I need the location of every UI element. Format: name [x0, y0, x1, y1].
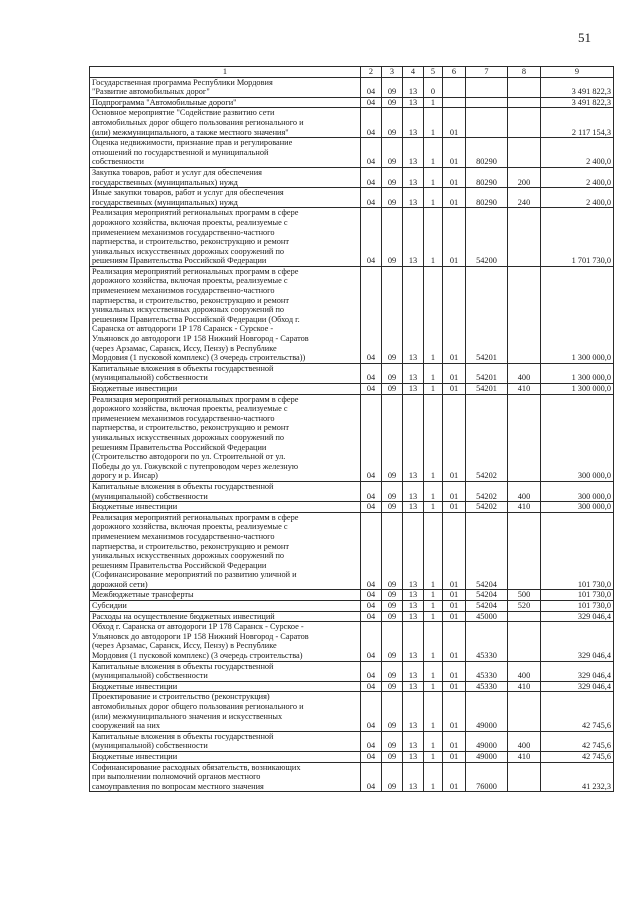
code-cell: 04 [361, 622, 382, 661]
code-cell: 01 [443, 138, 466, 168]
code-cell: 80290 [466, 167, 508, 187]
name-cell: Бюджетные инвестиции [90, 502, 361, 513]
name-cell: Проектирование и строительство (реконструкция) автомобильных дорог общего пользования регионального и (или) межмуниципального значения и искусственных сооружений на них [90, 692, 361, 731]
code-cell: 09 [382, 138, 403, 168]
header-cell: 8 [508, 67, 541, 78]
code-cell: 04 [361, 731, 382, 751]
header-cell: 6 [443, 67, 466, 78]
table-row [90, 502, 614, 513]
name-cell: Реализация мероприятий региональных программ в сфере дорожного хозяйства, включая проекты, реализуемые с применением механизмов государственно-частного партнерства, и строительство, реконструкцию и ремонт уникальных искусственных дорожных сооружений по решениям Правительства Российской Федерации (Строительство автодороги по ул. Строительной от ул. Победы до ул. Гожувской с путепроводом через железную дорогу и р. Инсар) [90, 394, 361, 481]
code-cell: 400 [508, 481, 541, 501]
code-cell: 04 [361, 77, 382, 97]
code-cell: 400 [508, 661, 541, 681]
code-cell [508, 622, 541, 661]
table-row [90, 208, 614, 267]
code-cell: 09 [382, 167, 403, 187]
code-cell: 400 [508, 731, 541, 751]
code-cell: 01 [443, 731, 466, 751]
table-row [90, 512, 614, 590]
table-row [90, 384, 614, 395]
code-cell: 04 [361, 108, 382, 138]
code-cell: 1 [424, 97, 443, 108]
amount-cell: 1 300 000,0 [541, 363, 614, 383]
amount-cell: 1 701 730,0 [541, 208, 614, 267]
code-cell: 13 [403, 622, 424, 661]
amount-cell: 101 730,0 [541, 590, 614, 601]
amount-cell: 300 000,0 [541, 481, 614, 501]
header-cell: 4 [403, 67, 424, 78]
code-cell: 49000 [466, 751, 508, 762]
budget-table [89, 66, 614, 792]
code-cell: 13 [403, 481, 424, 501]
code-cell: 09 [382, 208, 403, 267]
code-cell: 13 [403, 384, 424, 395]
code-cell: 1 [424, 384, 443, 395]
code-cell [508, 611, 541, 622]
code-cell: 13 [403, 394, 424, 481]
code-cell: 04 [361, 692, 382, 731]
code-cell: 80290 [466, 188, 508, 208]
code-cell: 04 [361, 502, 382, 513]
code-cell: 04 [361, 384, 382, 395]
name-cell: Капитальные вложения в объекты государственной (муниципальной) собственности [90, 363, 361, 383]
code-cell: 1 [424, 481, 443, 501]
table-body [90, 77, 614, 792]
code-cell: 01 [443, 512, 466, 590]
table-row [90, 108, 614, 138]
code-cell: 09 [382, 681, 403, 692]
code-cell: 45330 [466, 622, 508, 661]
code-cell: 04 [361, 188, 382, 208]
code-cell: 01 [443, 762, 466, 792]
amount-cell: 2 117 154,3 [541, 108, 614, 138]
code-cell: 13 [403, 751, 424, 762]
code-cell [508, 394, 541, 481]
name-cell: Основное мероприятие "Содействие развитию сети автомобильных дорог общего пользования регионального и (или) межмуниципального, а также местного значения" [90, 108, 361, 138]
code-cell: 1 [424, 266, 443, 363]
code-cell: 0 [424, 77, 443, 97]
code-cell: 09 [382, 611, 403, 622]
code-cell: 09 [382, 692, 403, 731]
code-cell: 410 [508, 384, 541, 395]
amount-cell: 1 300 000,0 [541, 266, 614, 363]
code-cell: 01 [443, 384, 466, 395]
code-cell: 1 [424, 590, 443, 601]
name-cell: Иные закупки товаров, работ и услуг для обеспечения государственных (муниципальных) нужд [90, 188, 361, 208]
code-cell: 13 [403, 167, 424, 187]
table-row [90, 363, 614, 383]
code-cell: 1 [424, 762, 443, 792]
code-cell: 04 [361, 363, 382, 383]
code-cell: 04 [361, 138, 382, 168]
code-cell: 54202 [466, 502, 508, 513]
table-row [90, 481, 614, 501]
header-row [90, 67, 614, 78]
code-cell: 13 [403, 188, 424, 208]
code-cell: 04 [361, 167, 382, 187]
table-row [90, 762, 614, 792]
page-number: 51 [578, 30, 591, 45]
table-row [90, 622, 614, 661]
header-cell: 3 [382, 67, 403, 78]
code-cell: 04 [361, 208, 382, 267]
code-cell: 54201 [466, 363, 508, 383]
code-cell: 04 [361, 611, 382, 622]
code-cell: 1 [424, 681, 443, 692]
code-cell: 09 [382, 601, 403, 612]
name-cell: Бюджетные инвестиции [90, 751, 361, 762]
name-cell: Субсидии [90, 601, 361, 612]
code-cell: 04 [361, 481, 382, 501]
amount-cell: 42 745,6 [541, 731, 614, 751]
code-cell: 09 [382, 384, 403, 395]
code-cell: 09 [382, 97, 403, 108]
code-cell: 410 [508, 502, 541, 513]
amount-cell: 3 491 822,3 [541, 77, 614, 97]
amount-cell: 2 400,0 [541, 188, 614, 208]
code-cell: 54201 [466, 384, 508, 395]
name-cell: Закупка товаров, работ и услуг для обеспечения государственных (муниципальных) нужд [90, 167, 361, 187]
name-cell: Государственная программа Республики Мордовия "Развитие автомобильных дорог" [90, 77, 361, 97]
code-cell: 49000 [466, 692, 508, 731]
table-row [90, 394, 614, 481]
name-cell: Реализация мероприятий региональных программ в сфере дорожного хозяйства, включая проекты, реализуемые с применением механизмов государственно-частного партнерства, и строительство, реконструкцию и ремонт уникальных искусственных дорожных сооружений по решениям Правительства Российской Федерации [90, 208, 361, 267]
code-cell: 240 [508, 188, 541, 208]
code-cell: 01 [443, 108, 466, 138]
amount-cell: 300 000,0 [541, 502, 614, 513]
table-row [90, 731, 614, 751]
amount-cell: 329 046,4 [541, 611, 614, 622]
table-row [90, 138, 614, 168]
name-cell: Софинансирование расходных обязательств, возникающих при выполнении полномочий органов местного самоуправления по вопросам местного значения [90, 762, 361, 792]
amount-cell: 329 046,4 [541, 681, 614, 692]
code-cell: 1 [424, 208, 443, 267]
code-cell: 45330 [466, 681, 508, 692]
header-cell: 2 [361, 67, 382, 78]
code-cell: 01 [443, 661, 466, 681]
code-cell: 76000 [466, 762, 508, 792]
table-row [90, 601, 614, 612]
name-cell: Реализация мероприятий региональных программ в сфере дорожного хозяйства, включая проекты, реализуемые с применением механизмов государственно-частного партнерства, и строительство, реконструкцию и ремонт уникальных искусственных дорожных сооружений по решениям Правительства Российской Федерации (Софинансирование мероприятий по развитию уличной и дорожной сети) [90, 512, 361, 590]
code-cell [466, 77, 508, 97]
code-cell: 13 [403, 363, 424, 383]
code-cell: 01 [443, 502, 466, 513]
code-cell [508, 97, 541, 108]
code-cell: 09 [382, 590, 403, 601]
code-cell: 13 [403, 502, 424, 513]
code-cell: 01 [443, 481, 466, 501]
code-cell: 1 [424, 601, 443, 612]
code-cell: 04 [361, 394, 382, 481]
amount-cell: 2 400,0 [541, 167, 614, 187]
code-cell: 09 [382, 363, 403, 383]
code-cell: 1 [424, 188, 443, 208]
amount-cell: 3 491 822,3 [541, 97, 614, 108]
code-cell [508, 208, 541, 267]
code-cell: 54202 [466, 481, 508, 501]
code-cell: 400 [508, 363, 541, 383]
code-cell: 13 [403, 731, 424, 751]
code-cell: 04 [361, 590, 382, 601]
code-cell: 1 [424, 363, 443, 383]
code-cell [508, 108, 541, 138]
code-cell: 80290 [466, 138, 508, 168]
code-cell: 01 [443, 601, 466, 612]
code-cell: 54201 [466, 266, 508, 363]
code-cell: 01 [443, 394, 466, 481]
code-cell: 13 [403, 138, 424, 168]
code-cell: 01 [443, 692, 466, 731]
code-cell: 1 [424, 751, 443, 762]
table-row [90, 266, 614, 363]
code-cell: 13 [403, 108, 424, 138]
table-row [90, 751, 614, 762]
code-cell: 04 [361, 751, 382, 762]
code-cell [443, 77, 466, 97]
table-row [90, 167, 614, 187]
table-row [90, 692, 614, 731]
amount-cell: 42 745,6 [541, 692, 614, 731]
table-row [90, 188, 614, 208]
code-cell: 13 [403, 208, 424, 267]
table-row [90, 611, 614, 622]
code-cell: 54204 [466, 601, 508, 612]
header-cell: 5 [424, 67, 443, 78]
code-cell: 410 [508, 681, 541, 692]
code-cell: 01 [443, 611, 466, 622]
code-cell: 500 [508, 590, 541, 601]
code-cell: 01 [443, 363, 466, 383]
code-cell: 01 [443, 188, 466, 208]
code-cell: 1 [424, 622, 443, 661]
code-cell: 09 [382, 512, 403, 590]
code-cell: 04 [361, 512, 382, 590]
code-cell: 04 [361, 661, 382, 681]
code-cell: 13 [403, 512, 424, 590]
code-cell: 1 [424, 661, 443, 681]
code-cell: 01 [443, 681, 466, 692]
code-cell: 13 [403, 97, 424, 108]
table-row [90, 77, 614, 97]
name-cell: Оценка недвижимости, признание прав и регулирование отношений по государственной и муниципальной собственности [90, 138, 361, 168]
code-cell: 09 [382, 481, 403, 501]
code-cell: 09 [382, 661, 403, 681]
code-cell: 01 [443, 167, 466, 187]
code-cell: 01 [443, 751, 466, 762]
code-cell: 09 [382, 502, 403, 513]
code-cell: 1 [424, 502, 443, 513]
code-cell: 04 [361, 97, 382, 108]
code-cell: 410 [508, 751, 541, 762]
code-cell [508, 512, 541, 590]
code-cell: 1 [424, 731, 443, 751]
code-cell: 13 [403, 611, 424, 622]
code-cell: 54204 [466, 590, 508, 601]
name-cell: Подпрограмма "Автомобильные дороги" [90, 97, 361, 108]
table-row [90, 590, 614, 601]
code-cell: 54204 [466, 512, 508, 590]
name-cell: Капитальные вложения в объекты государственной (муниципальной) собственности [90, 661, 361, 681]
code-cell: 09 [382, 731, 403, 751]
code-cell: 1 [424, 394, 443, 481]
code-cell: 04 [361, 266, 382, 363]
name-cell: Расходы на осуществление бюджетных инвестиций [90, 611, 361, 622]
table-row [90, 661, 614, 681]
code-cell: 1 [424, 167, 443, 187]
amount-cell: 300 000,0 [541, 394, 614, 481]
code-cell: 04 [361, 762, 382, 792]
code-cell: 01 [443, 622, 466, 661]
code-cell: 54202 [466, 394, 508, 481]
code-cell [508, 692, 541, 731]
header-cell: 9 [541, 67, 614, 78]
code-cell: 200 [508, 167, 541, 187]
name-cell: Бюджетные инвестиции [90, 384, 361, 395]
code-cell: 09 [382, 108, 403, 138]
code-cell: 09 [382, 266, 403, 363]
code-cell [443, 97, 466, 108]
code-cell: 04 [361, 601, 382, 612]
code-cell: 1 [424, 692, 443, 731]
amount-cell: 2 400,0 [541, 138, 614, 168]
header-cell: 1 [90, 67, 361, 78]
code-cell: 45000 [466, 611, 508, 622]
code-cell [508, 762, 541, 792]
code-cell: 13 [403, 77, 424, 97]
code-cell: 49000 [466, 731, 508, 751]
code-cell: 13 [403, 266, 424, 363]
code-cell: 1 [424, 611, 443, 622]
name-cell: Капитальные вложения в объекты государственной (муниципальной) собственности [90, 731, 361, 751]
code-cell [466, 97, 508, 108]
code-cell: 01 [443, 266, 466, 363]
amount-cell: 101 730,0 [541, 512, 614, 590]
name-cell: Реализация мероприятий региональных программ в сфере дорожного хозяйства, включая проекты, реализуемые с применением механизмов государственно-частного партнерства, и строительство, реконструкцию и ремонт уникальных искусственных дорожных сооружений по решениям Правительства Российской Федерации (Обход г. Саранска от автодороги 1Р 178 Саранск - Сурское - Ульяновск до автодороги 1Р 158 Нижний Новгород - Саратов (через Арзамас, Саранск, Иссу, Пензу) в Республике Мордовия (1 пусковой комплекс) (3 очередь строительства)) [90, 266, 361, 363]
name-cell: Бюджетные инвестиции [90, 681, 361, 692]
header-cell: 7 [466, 67, 508, 78]
amount-cell: 1 300 000,0 [541, 384, 614, 395]
code-cell [508, 138, 541, 168]
code-cell: 13 [403, 661, 424, 681]
amount-cell: 42 745,6 [541, 751, 614, 762]
table-row [90, 681, 614, 692]
code-cell: 09 [382, 751, 403, 762]
code-cell [508, 266, 541, 363]
code-cell: 01 [443, 590, 466, 601]
name-cell: Межбюджетные трансферты [90, 590, 361, 601]
code-cell: 1 [424, 138, 443, 168]
code-cell: 13 [403, 692, 424, 731]
code-cell: 09 [382, 188, 403, 208]
amount-cell: 41 232,3 [541, 762, 614, 792]
code-cell: 13 [403, 601, 424, 612]
code-cell: 04 [361, 681, 382, 692]
code-cell: 13 [403, 681, 424, 692]
code-cell [508, 77, 541, 97]
code-cell: 13 [403, 590, 424, 601]
code-cell: 09 [382, 77, 403, 97]
name-cell: Капитальные вложения в объекты государственной (муниципальной) собственности [90, 481, 361, 501]
table-row [90, 97, 614, 108]
code-cell: 45330 [466, 661, 508, 681]
code-cell: 09 [382, 622, 403, 661]
code-cell: 09 [382, 762, 403, 792]
amount-cell: 101 730,0 [541, 601, 614, 612]
code-cell: 13 [403, 762, 424, 792]
name-cell: Обход г. Саранска от автодороги 1Р 178 Саранск - Сурское - Ульяновск до автодороги 1Р 158 Нижний Новгород - Саратов (через Арзамас, Саранск, Иссу, Пензу) в Республике Мордовия (1 пусковой комплекс) (3 очередь строительства) [90, 622, 361, 661]
amount-cell: 329 046,4 [541, 622, 614, 661]
code-cell: 520 [508, 601, 541, 612]
code-cell: 09 [382, 394, 403, 481]
code-cell: 1 [424, 512, 443, 590]
amount-cell: 329 046,4 [541, 661, 614, 681]
code-cell [466, 108, 508, 138]
code-cell: 01 [443, 208, 466, 267]
code-cell: 54200 [466, 208, 508, 267]
code-cell: 1 [424, 108, 443, 138]
